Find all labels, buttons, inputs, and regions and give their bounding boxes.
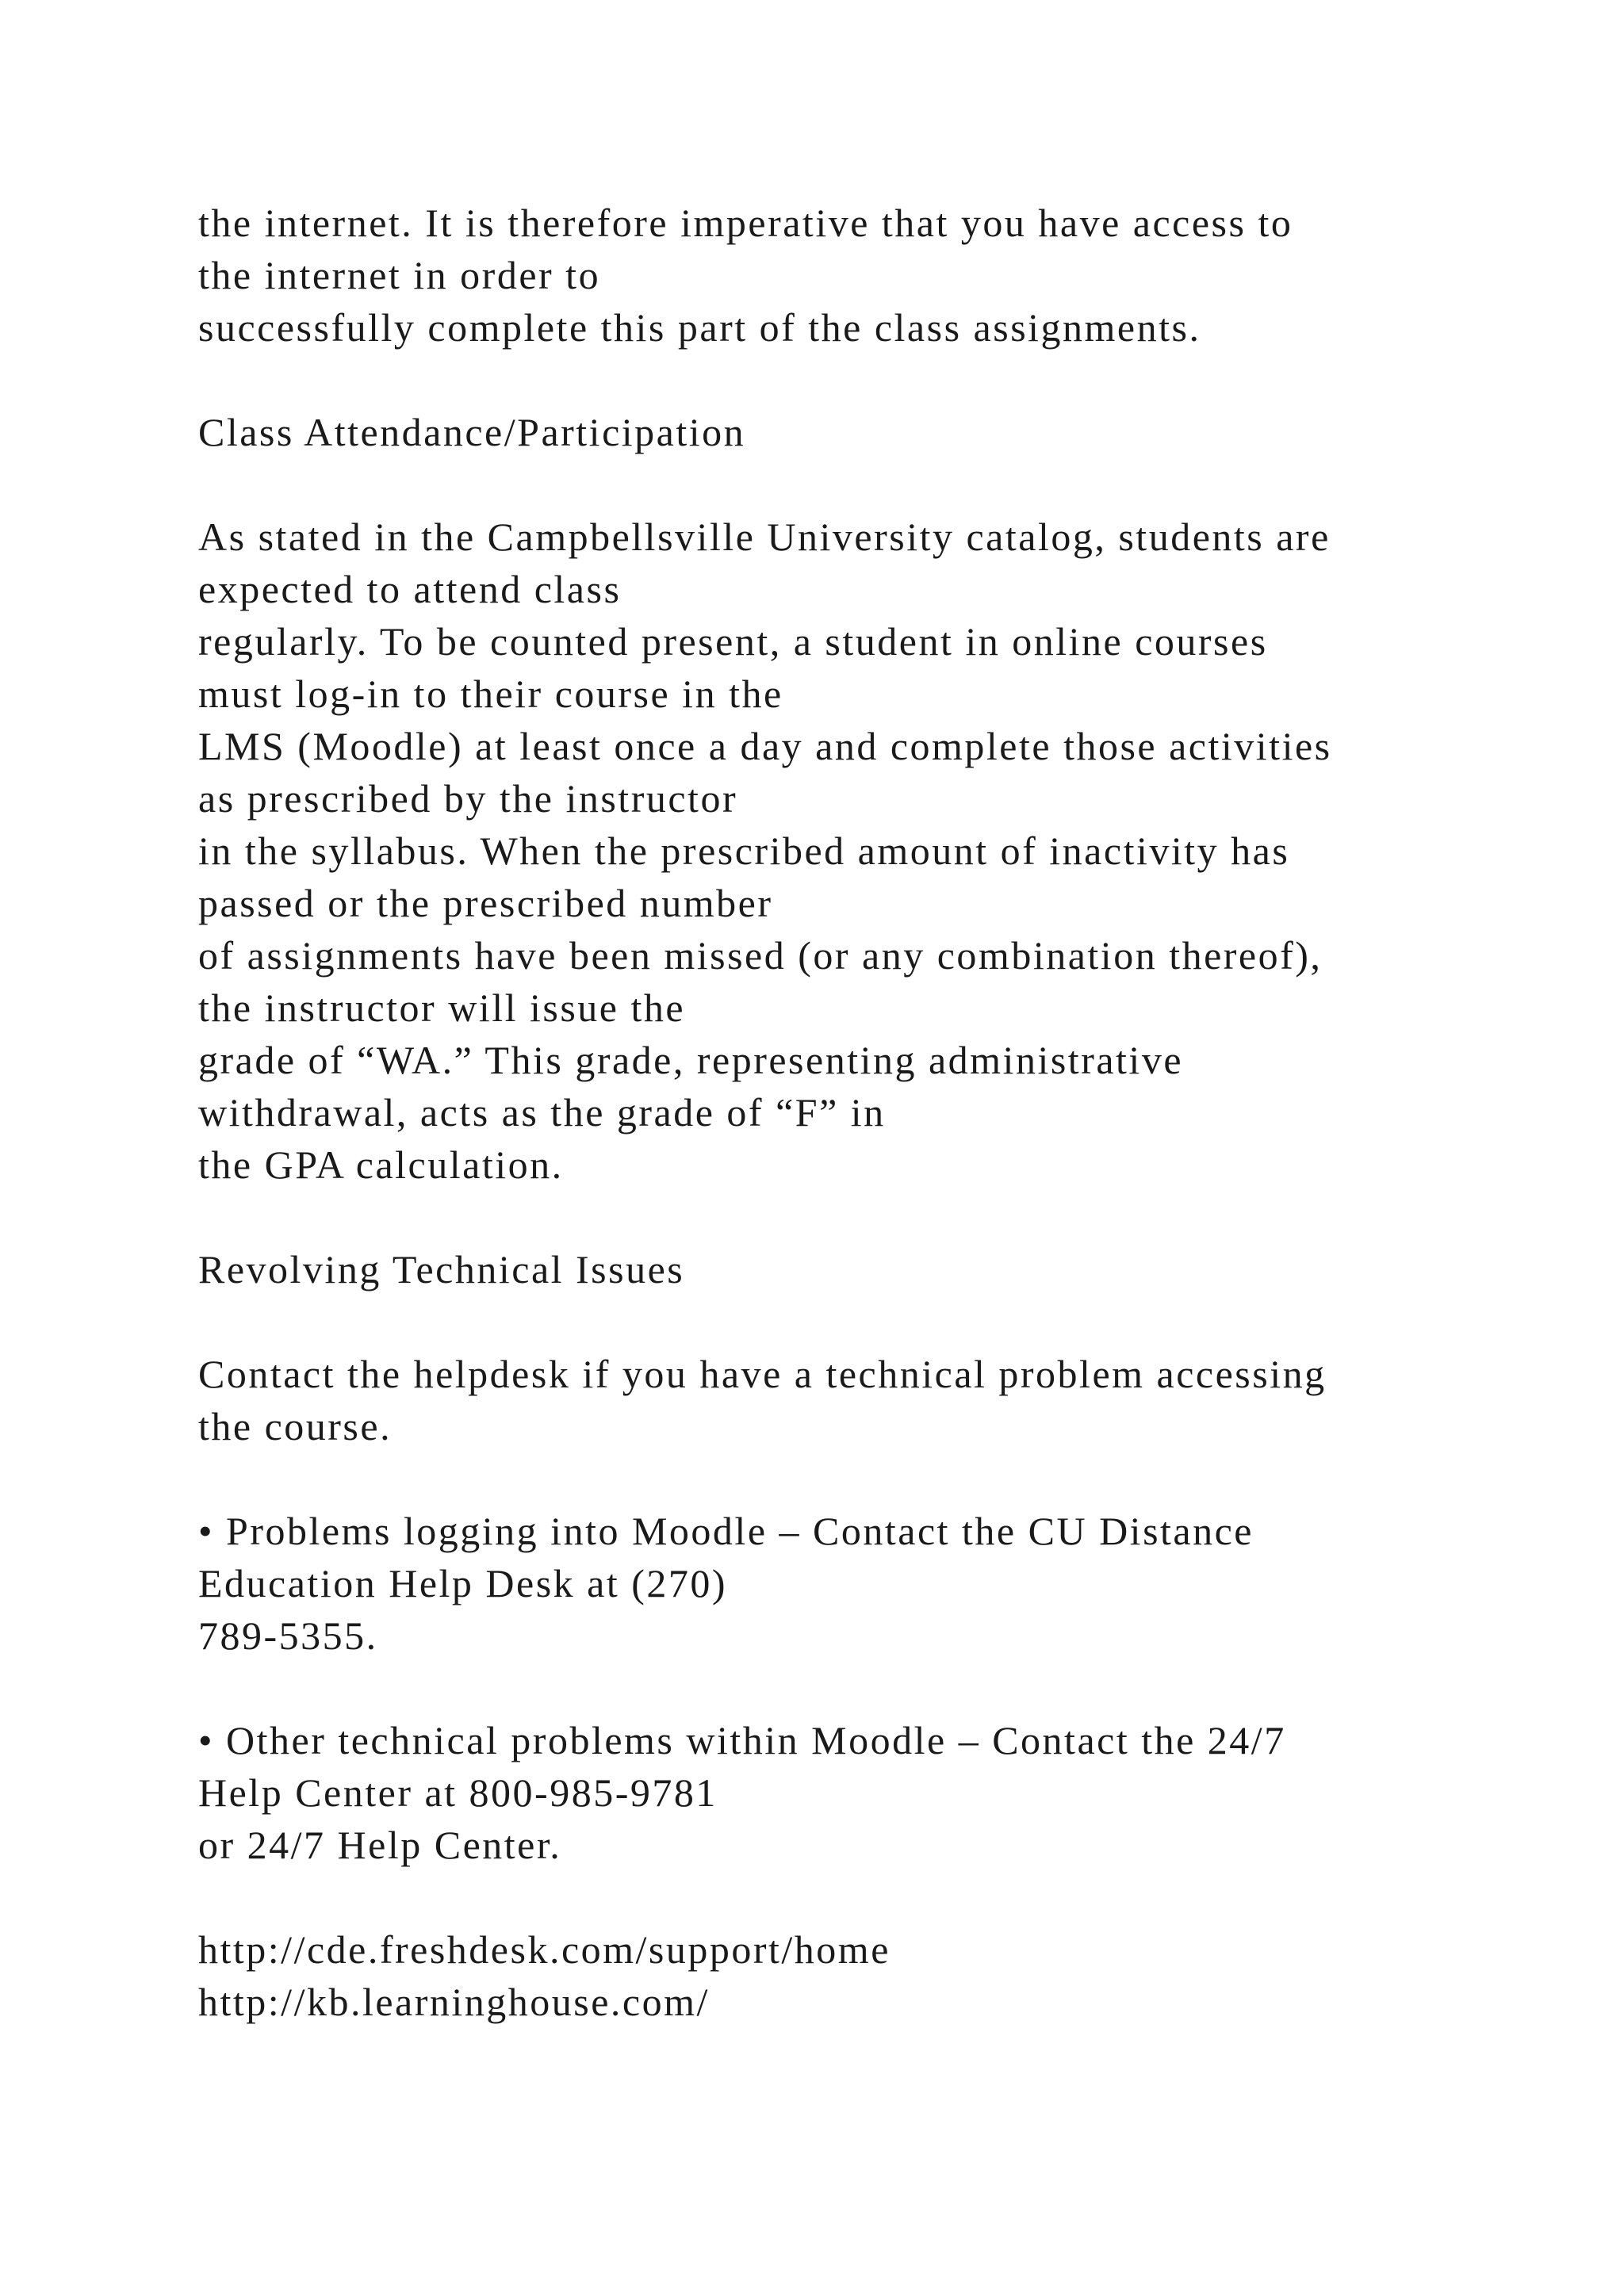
text-line: the instructor will issue the bbox=[198, 985, 686, 1030]
section-heading-technical: Revolving Technical Issues bbox=[198, 1247, 685, 1292]
text-line: grade of “WA.” This grade, representing administrative bbox=[198, 1038, 1184, 1082]
learninghouse-kb-link: http://kb.learninghouse.com/ bbox=[198, 1980, 710, 2024]
text-line: or 24/7 Help Center. bbox=[198, 1823, 562, 1867]
text-line: the course. bbox=[198, 1404, 393, 1448]
text-line: expected to attend class bbox=[198, 567, 622, 611]
intro-paragraph bbox=[198, 197, 1507, 354]
freshdesk-support-link: http://cde.freshdesk.com/support/home bbox=[198, 1927, 891, 1972]
paragraph-spacer bbox=[198, 1191, 1507, 1243]
text-line: successfully complete this part of the class assignments. bbox=[198, 305, 1201, 350]
attendance-paragraph bbox=[198, 511, 1507, 1191]
text-line: As stated in the Campbellsville University catalog, students are bbox=[198, 515, 1331, 559]
text-line: 789-5355. bbox=[198, 1613, 378, 1658]
text-line: the internet. It is therefore imperative that you have access to bbox=[198, 201, 1293, 245]
document-page bbox=[198, 197, 1507, 2028]
text-line: Contact the helpdesk if you have a technical problem accessing bbox=[198, 1352, 1327, 1396]
text-line: as prescribed by the instructor bbox=[198, 776, 738, 821]
text-line: • Problems logging into Moodle – Contact the CU Distance bbox=[198, 1509, 1254, 1553]
paragraph-spacer bbox=[198, 1295, 1507, 1348]
text-line: of assignments have been missed (or any combination thereof), bbox=[198, 933, 1323, 978]
bullet-item-other-problems bbox=[198, 1714, 1507, 1871]
paragraph-spacer bbox=[198, 1452, 1507, 1505]
text-line: must log-in to their course in the bbox=[198, 672, 783, 716]
text-line: LMS (Moodle) at least once a day and complete those activities bbox=[198, 724, 1332, 768]
text-line: the GPA calculation. bbox=[198, 1142, 564, 1187]
text-line: Education Help Desk at (270) bbox=[198, 1561, 728, 1605]
text-line: • Other technical problems within Moodle – Contact the 24/7 bbox=[198, 1718, 1286, 1762]
bullet-item-moodle-login bbox=[198, 1505, 1507, 1662]
text-line: Help Center at 800-985-9781 bbox=[198, 1770, 718, 1815]
paragraph-spacer bbox=[198, 458, 1507, 511]
text-line: passed or the prescribed number bbox=[198, 881, 773, 925]
paragraph-spacer bbox=[198, 1662, 1507, 1714]
paragraph-spacer bbox=[198, 354, 1507, 406]
text-line: the internet in order to bbox=[198, 253, 601, 297]
section-heading-attendance: Class Attendance/Participation bbox=[198, 410, 746, 454]
text-line: in the syllabus. When the prescribed amount of inactivity has bbox=[198, 828, 1290, 873]
text-line: regularly. To be counted present, a student in online courses bbox=[198, 619, 1268, 664]
technical-paragraph bbox=[198, 1348, 1507, 1452]
text-line: withdrawal, acts as the grade of “F” in bbox=[198, 1090, 886, 1135]
paragraph-spacer bbox=[198, 1871, 1507, 1923]
support-links bbox=[198, 1923, 1507, 2028]
